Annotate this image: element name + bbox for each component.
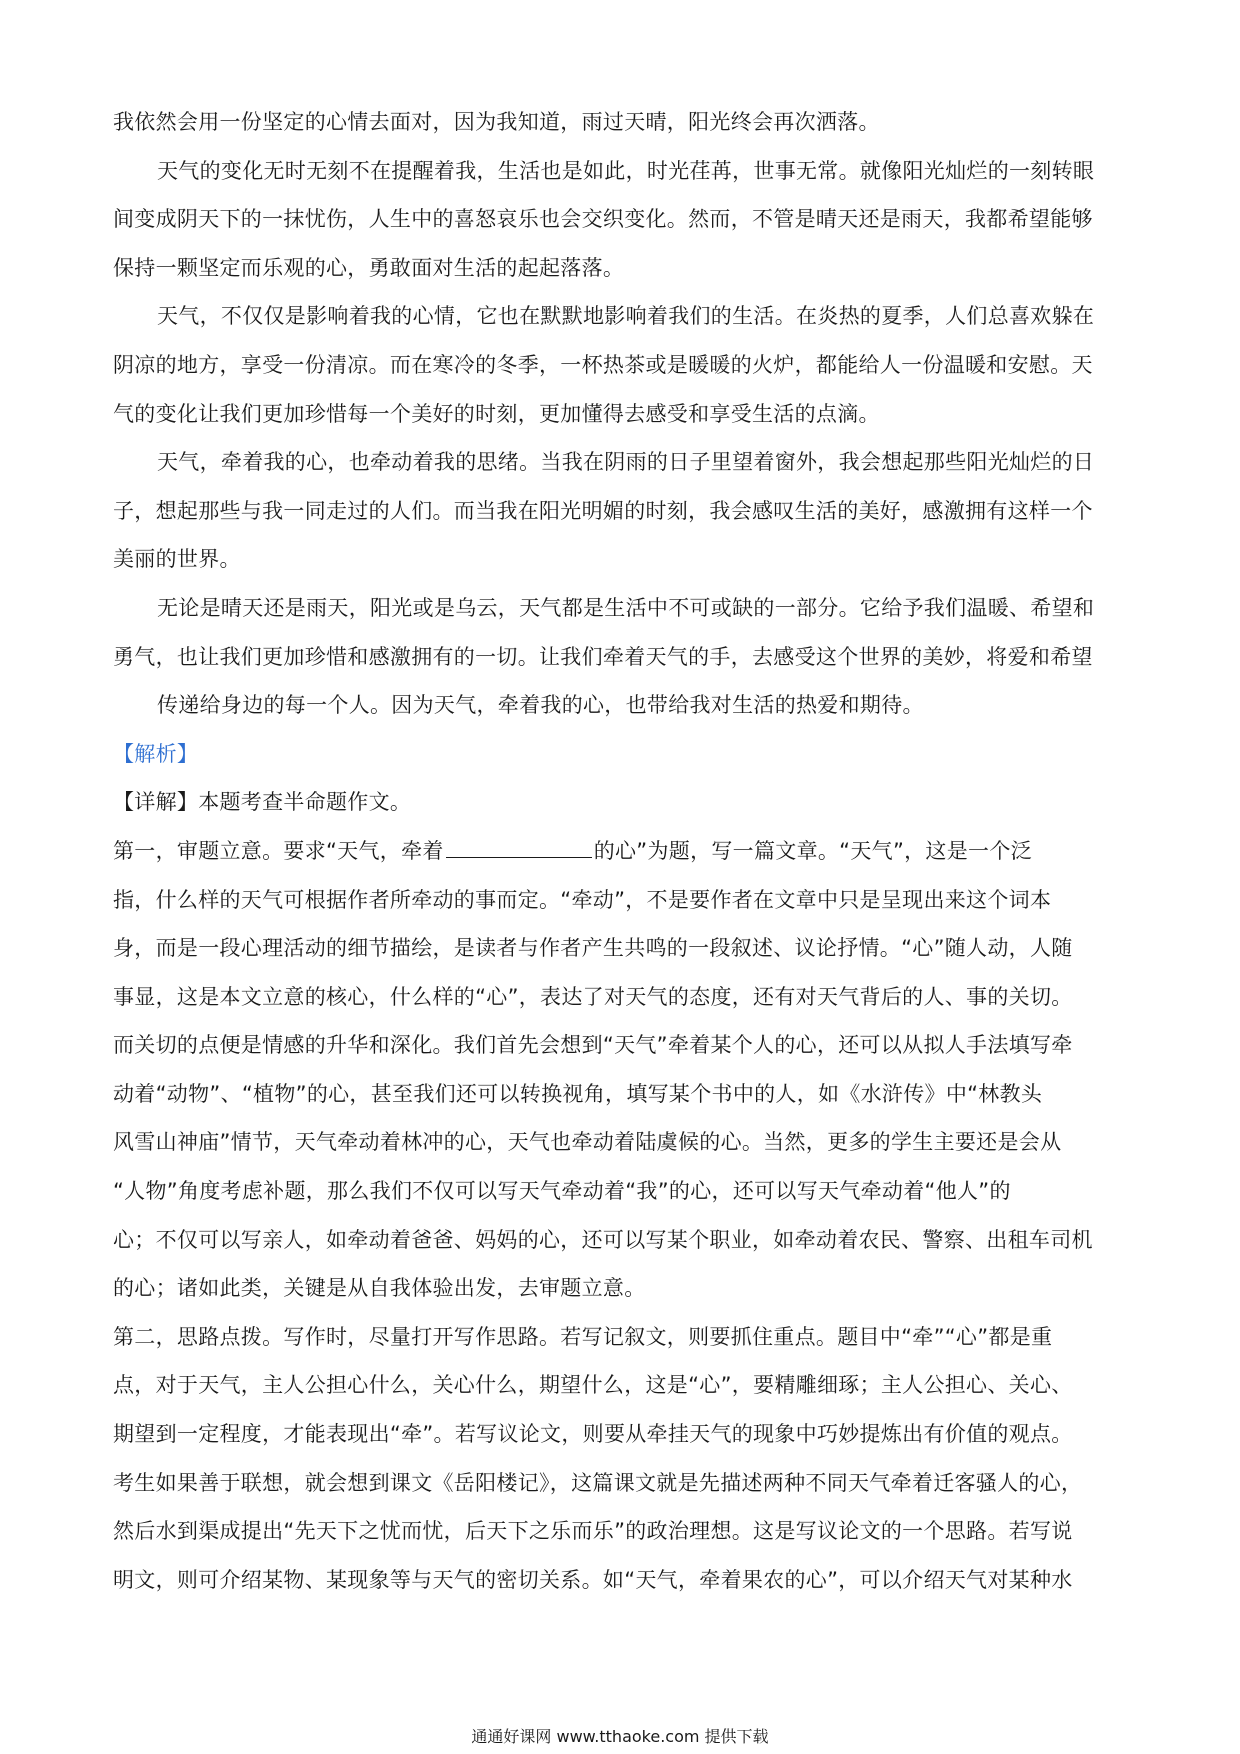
analysis-line: 心；不仅可以写亲人，如牵动着爸爸、妈妈的心，还可以写某个职业，如牵动着农民、警察、出租车司机 <box>113 1227 1093 1252</box>
analysis-line: 身，而是一段心理活动的细节描绘，是读者与作者产生共鸣的一段叙述、议论抒情。“心”随人动，人随 <box>113 936 1073 961</box>
analysis-line: 然后水到渠成提出“先天下之忧而忧，后天下之乐而乐”的政治理想。这是写议论文的一个思路。若写说 <box>113 1519 1073 1544</box>
analysis-line: 期望到一定程度，才能表现出“牵”。若写议论文，则要从牵挂天气的现象中巧妙提炼出有价值的观点。 <box>113 1422 1073 1447</box>
analysis-line: 指，什么样的天气可根据作者所牵动的事而定。“牵动”，不是要作者在文章中只是呈现出来这个词本 <box>113 887 1052 912</box>
analysis-section <box>113 876 1125 1605</box>
detail-line: 【详解】本题考查半命题作文。 <box>113 790 412 815</box>
essay-section <box>113 98 1125 730</box>
analysis-line: 风雪山神庙”情节，天气牵动着林冲的心，天气也牵动着陆虞候的心。当然，更多的学生主要还是会从 <box>113 1130 1062 1155</box>
analysis-line: 点，对于天气，主人公担心什么，关心什么，期望什么，这是“心”，要精雕细琢；主人公担心、关心、 <box>113 1373 1073 1398</box>
first-point-text-before: 第一，审题立意。要求“天气，牵着 <box>113 838 444 863</box>
essay-line: 保持一颗坚定而乐观的心，勇敢面对生活的起起落落。 <box>113 255 625 280</box>
fill-in-blank <box>446 839 592 858</box>
essay-line: 天气的变化无时无刻不在提醒着我，生活也是如此，时光荏苒，世事无常。就像阳光灿烂的一刻转眼 <box>157 158 1095 183</box>
first-point-text-after: 的心”为题，写一篇文章。“天气”，这是一个泛 <box>593 838 1032 863</box>
analysis-line: 而关切的点便是情感的升华和深化。我们首先会想到“天气”牵着某个人的心，还可以从拟人手法填写牵 <box>113 1033 1073 1058</box>
essay-line: 子，想起那些与我一同走过的人们。而当我在阳光明媚的时刻，我会感叹生活的美好，感激拥有这样一个 <box>113 498 1093 523</box>
analysis-line: “人物”角度考虑补题，那么我们不仅可以写天气牵动着“我”的心，还可以写天气牵动着“他人”的 <box>113 1179 1011 1204</box>
essay-line: 天气，不仅仅是影响着我的心情，它也在默默地影响着我们的生活。在炎热的夏季，人们总喜欢躲在 <box>157 304 1095 329</box>
analysis-heading: 【解析】 <box>113 741 199 766</box>
analysis-line: 事显，这是本文立意的核心，什么样的“心”，表达了对天气的态度，还有对天气背后的人、事的关切。 <box>113 984 1073 1009</box>
essay-line: 我依然会用一份坚定的心情去面对，因为我知道，雨过天晴，阳光终会再次洒落。 <box>113 110 880 134</box>
essay-line: 无论是晴天还是雨天，阳光或是乌云，天气都是生活中不可或缺的一部分。它给予我们温暖、希望和 <box>157 595 1095 620</box>
essay-line: 勇气，也让我们更加珍惜和感激拥有的一切。让我们牵着天气的手，去感受这个世界的美妙，将爱和希望 <box>113 644 1093 669</box>
analysis-line: 动着“动物”、“植物”的心，甚至我们还可以转换视角，填写某个书中的人，如《水浒传》中“林教头 <box>113 1081 1043 1106</box>
essay-line: 气的变化让我们更加珍惜每一个美好的时刻，更加懂得去感受和享受生活的点滴。 <box>113 401 880 426</box>
analysis-line: 考生如果善于联想，就会想到课文《岳阳楼记》，这篇课文就是先描述两种不同天气牵着迁客骚人的心， <box>113 1470 1083 1495</box>
essay-line: 传递给身边的每一个人。因为天气，牵着我的心，也带给我对生活的热爱和期待。 <box>157 693 924 718</box>
page-footer: 通通好课网 www.tthaoke.com 提供下载 <box>471 1727 769 1746</box>
essay-line: 美丽的世界。 <box>113 547 241 572</box>
first-point-line <box>113 827 1125 876</box>
essay-line: 阴凉的地方，享受一份清凉。而在寒冷的冬季，一杯热茶或是暖暖的火炉，都能给人一份温暖和安慰。天 <box>113 352 1093 377</box>
analysis-line: 的心；诸如此类，关键是从自我体验出发，去审题立意。 <box>113 1276 646 1301</box>
analysis-line: 明文，则可介绍某物、某现象等与天气的密切关系。如“天气，牵着果农的心”，可以介绍天气对某种水 <box>113 1567 1073 1592</box>
essay-line: 天气，牵着我的心，也牵动着我的思绪。当我在阴雨的日子里望着窗外，我会想起那些阳光灿烂的日 <box>157 450 1095 475</box>
analysis-line: 第二，思路点拨。写作时，尽量打开写作思路。若写记叙文，则要抓住重点。题目中“牵”“心”都是重 <box>113 1324 1053 1349</box>
document-body <box>113 98 1125 1604</box>
essay-line: 间变成阴天下的一抹忧伤，人生中的喜怒哀乐也会交织变化。然而，不管是晴天还是雨天，我都希望能够 <box>113 207 1093 232</box>
